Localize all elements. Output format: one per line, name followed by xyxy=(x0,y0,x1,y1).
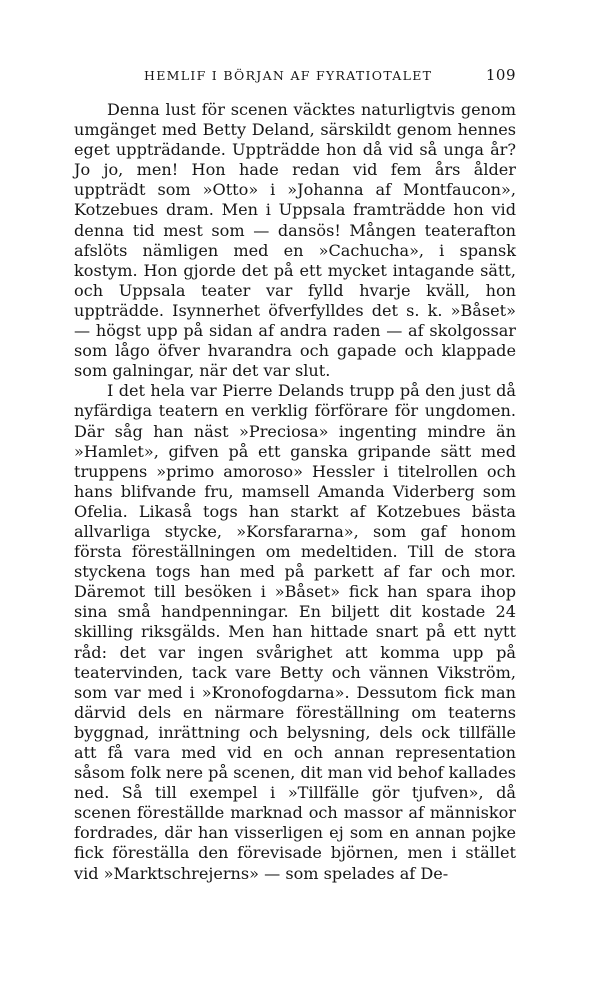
running-title: HEMLIF I BÖRJAN AF FYRATIOTALET xyxy=(144,68,433,83)
body-text xyxy=(74,100,516,884)
paragraph: I det hela var Pierre Delands trupp på den just då nyfärdiga teatern en verklig förförare för ungdomen. Där såg han näst »Preciosa» ingenting mindre än »Hamlet», gifven på ett ganska gripande sätt med truppens »primo amoroso» Hessler i titelrollen och hans blifvande fru, mamsell Amanda Viderberg som Ofelia. Likaså togs han starkt af Kotzebues bästa allvarliga stycke, »Korsfararna», som gaf honom första föreställningen om medeltiden. Till de stora styckena togs han med på parkett af far och mor. Däremot till besöken i »Båset» fick han spara ihop sina små handpenningar. En biljett dit kostade 24 skilling riksgälds. Men han hittade snart på ett nytt råd: det var ingen svårighet att komma upp på teatervinden, tack vare Betty och vännen Vikström, som var med i »Kronofogdarna». Dessutom fick man därvid dels en närmare föreställning om teaterns byggnad, inrättning och belysning, dels ock tillfälle att få vara med vid en och annan representation såsom folk nere på scenen, dit man vid behof kallades ned. Så till exempel i »Tillfälle gör tjufven», då scenen föreställde marknad och massor af människor fordrades, där han visserligen ej som en annan pojke fick föreställa den förevisade björnen, men i stället vid »Marktschrejerns» — som spelades af De- xyxy=(74,381,516,883)
running-header xyxy=(74,68,516,88)
page-number: 109 xyxy=(485,66,516,84)
paragraph: Denna lust för scenen väcktes naturligtvis genom umgänget med Betty Deland, särskildt genom hennes eget uppträdande. Uppträdde hon då vid så unga år? Jo jo, men! Hon hade redan vid fem års ålder uppträdt som »Otto» i »Johanna af Montfaucon», Kotzebues dram. Men i Uppsala framträdde hon vid denna tid mest som — dansös! Mången teaterafton afslöts nämligen med en »Cachucha», i spansk kostym. Hon gjorde det på ett mycket intagande sätt, och Uppsala teater var fylld hvarje kväll, hon uppträdde. Isynnerhet öfverfylldes det s. k. »Båset» — högst upp på sidan af andra raden — af skolgossar som lågo öfver hvarandra och gapade och klappade som galningar, när det var slut. xyxy=(74,100,516,381)
